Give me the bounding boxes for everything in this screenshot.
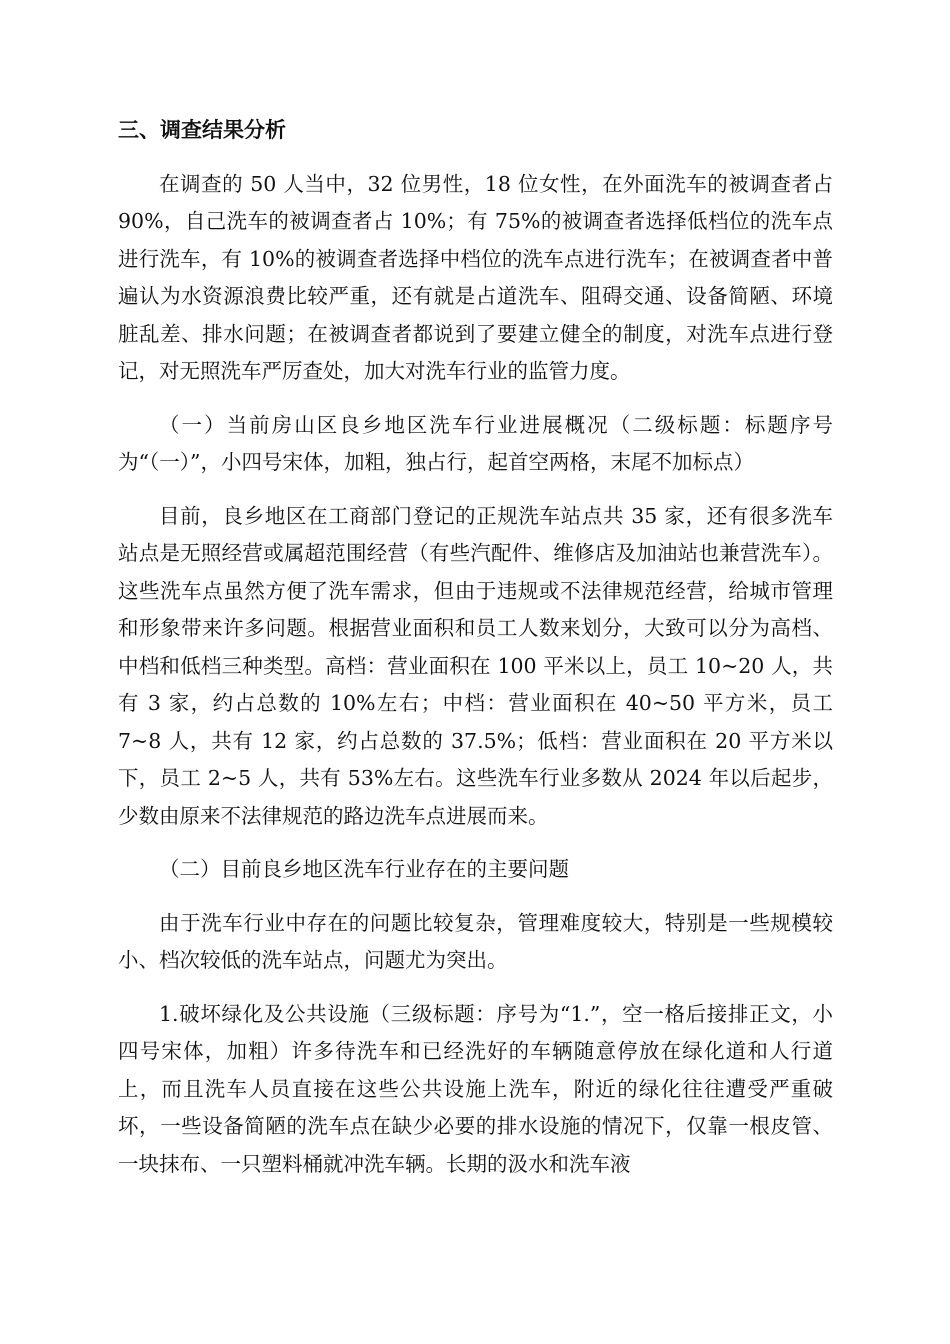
paragraph-problems-intro: 由于洗车行业中存在的问题比较复杂，管理难度较大，特别是一些规模较小、档次较低的洗车站点，问题尤为突出。 — [118, 910, 833, 972]
document-body — [118, 112, 833, 1199]
paragraph-survey-results: 在调查的 50 人当中，32 位男性，18 位女性，在外面洗车的被调查者占 90%，自己洗车的被调查者占 10%；有 75%的被调查者选择低档位的洗车点进行洗车，有 10%的被调查者选择中档位的洗车点进行洗车；在被调查者中普遍认为水资源浪费比较严重，还有就是占道洗车、阻碍交通、设备简陋、环境脏乱差、排水问题；在被调查者都说到了要建立健全的制度，对洗车点进行登记，对无照洗车严厉查处，加大对洗车行业的监管力度。 — [118, 171, 833, 383]
subheading-main-problems: （二）目前良乡地区洗车行业存在的主要问题 — [159, 857, 569, 881]
subheading-industry-overview: （一）当前房山区良乡地区洗车行业进展概况（二级标题：标题序号为“（一）”，小四号宋体，加粗，独占行，起首空两格，末尾不加标点） — [118, 412, 833, 474]
paragraph-industry-overview: 目前，良乡地区在工商部门登记的正规洗车站点共 35 家，还有很多洗车站点是无照经营或属超范围经营（有些汽配件、维修店及加油站也兼营洗车）。这些洗车点虽然方便了洗车需求，但由于违规或不法律规范经营，给城市管理和形象带来许多问题。根据营业面积和员工人数来划分，大致可以分为高档、中档和低档三种类型。高档：营业面积在 100 平米以上，员工 10~20 人，共有 3 家，约占总数的 10%左右；中档：营业面积在 40~50 平方米，员工 7~8 人，共有 12 家，约占总数的 37.5%；低档：营业面积在 20 平方米以下，员工 2~5 人，共有 53%左右。这些洗车行业多数从 2024 年以后起步，少数由原来不法律规范的路边洗车点进展而来。 — [118, 503, 833, 828]
paragraph-greenery-damage: 1.破坏绿化及公共设施（三级标题：序号为“1.”，空一格后接排正文，小四号宋体，加粗）许多待洗车和已经洗好的车辆随意停放在绿化道和人行道上，而且洗车人员直接在这些公共设施上洗车，附近的绿化往往遭受严重破坏，一些设备简陋的洗车点在缺少必要的排水设施的情况下，仅靠一根皮管、一块抹布、一只塑料桶就冲洗车辆。长期的汲水和洗车液 — [118, 1001, 833, 1176]
section-heading: 三、调查结果分析 — [118, 118, 286, 142]
